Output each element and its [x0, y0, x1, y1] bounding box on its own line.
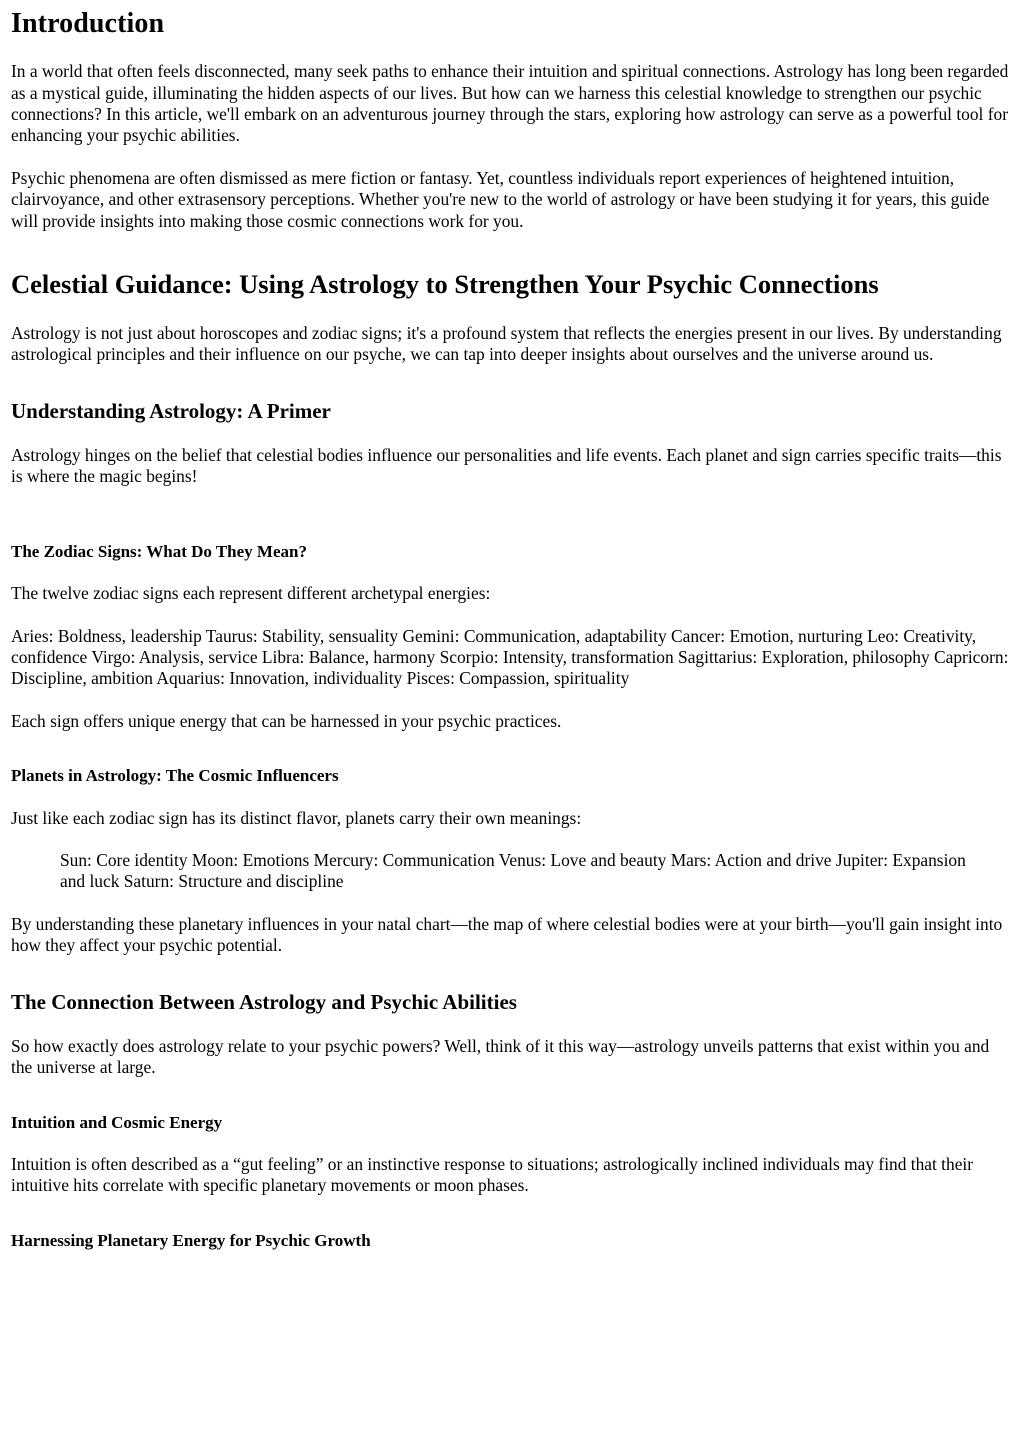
page-title: Introduction [11, 8, 165, 39]
intro-paragraph-1: In a world that often feels disconnected, many seek paths to enhance their intuition and spiritual connections. Astrology has long been regarded as a mystical guide, illuminating the hidden aspects of our lives. But how can we harness this celestial knowledge to strengthen our psychic connections? In this article, we'll embark on an adventurous journey through the stars, exploring how astrology can serve as a powerful tool for enhancing your psychic abilities. [11, 61, 1009, 146]
connection-paragraph: So how exactly does astrology relate to your psychic powers? Well, think of it this way—astrology unveils patterns that exist within you and the universe at large. [11, 1035, 990, 1078]
heading-understanding-astrology: Understanding Astrology: A Primer [11, 398, 331, 423]
heading-planets-astrology: Planets in Astrology: The Cosmic Influencers [11, 766, 339, 786]
document-page [0, 8, 1024, 1251]
intuition-paragraph: Intuition is often described as a “gut feeling” or an instinctive response to situations; astrologically inclined individuals may find that their intuitive hits correlate with specific planetary movements or moon phases. [11, 1153, 974, 1196]
planets-closing-paragraph: By understanding these planetary influences in your natal chart—the map of where celestial bodies were at your birth—you'll gain insight into how they affect your psychic potential. [11, 913, 1003, 956]
zodiac-lead-paragraph: The twelve zodiac signs each represent different archetypal energies: [11, 583, 491, 604]
main-intro-paragraph: Astrology is not just about horoscopes and zodiac signs; it's a profound system that reflects the energies present in our lives. By understanding astrological principles and their influence on our psyche, we can tap into deeper insights about ourselves and the universe around us. [11, 322, 1002, 365]
heading-intuition-cosmic-energy: Intuition and Cosmic Energy [11, 1112, 223, 1132]
heading-harnessing-planetary-energy: Harnessing Planetary Energy for Psychic Growth [11, 1230, 371, 1250]
main-article-title: Celestial Guidance: Using Astrology to Strengthen Your Psychic Connections [11, 269, 879, 300]
heading-zodiac-signs: The Zodiac Signs: What Do They Mean? [11, 541, 307, 561]
planets-lead-paragraph: Just like each zodiac sign has its distinct flavor, planets carry their own meanings: [11, 807, 582, 828]
heading-connection-astrology-psychic: The Connection Between Astrology and Psychic Abilities [11, 989, 517, 1014]
planets-blockquote [11, 850, 1013, 893]
section-spacer [11, 488, 1013, 508]
zodiac-closing-paragraph: Each sign offers unique energy that can be harnessed in your psychic practices. [11, 710, 562, 731]
intro-paragraph-2: Psychic phenomena are often dismissed as mere fiction or fantasy. Yet, countless individuals report experiences of heightened intuition, clairvoyance, and other extrasensory perceptions. Whether you're new to the world of astrology or have been studying it for years, this guide will provide insights into making those cosmic connections work for you. [11, 167, 990, 231]
zodiac-signs-list-paragraph: Aries: Boldness, leadership Taurus: Stability, sensuality Gemini: Communication, adaptability Cancer: Emotion, nurturing Leo: Creativity, confidence Virgo: Analysis, service Libra: Balance, harmony Scorpio: Intensity, transformation Sagittarius: Exploration, philosophy Capricorn: Discipline, ambition Aquarius: Innovation, individuality Pisces: Compassion, spirituality [11, 625, 1009, 689]
primer-paragraph: Astrology hinges on the belief that celestial bodies influence our personalities and life events. Each planet and sign carries specific traits—this is where the magic begins! [11, 444, 1002, 487]
planets-blockquote-text: Sun: Core identity Moon: Emotions Mercury: Communication Venus: Love and beauty Mars: Action and drive Jupiter: Expansion and luck Saturn: Structure and discipline [60, 849, 966, 892]
